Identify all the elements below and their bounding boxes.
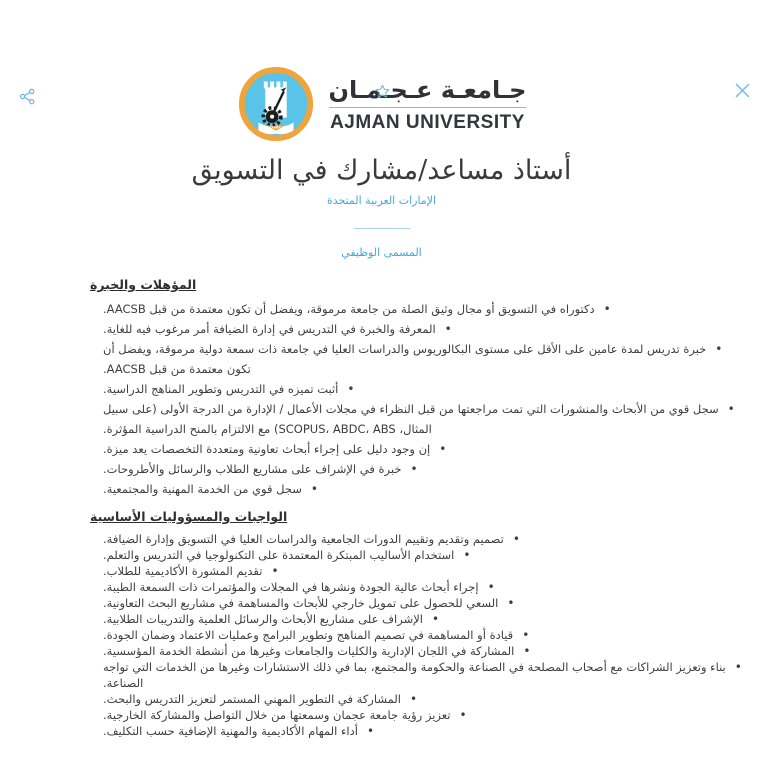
list-item bbox=[103, 547, 747, 563]
bullet-icon: • bbox=[522, 628, 530, 642]
list-item bbox=[103, 319, 747, 339]
university-logo bbox=[0, 64, 763, 144]
bullet-icon: • bbox=[410, 462, 418, 476]
job-description bbox=[0, 277, 763, 739]
list-item bbox=[103, 563, 747, 579]
bullet-icon: • bbox=[439, 442, 447, 456]
list-item-text: خبرة في الإشراف على مشاريع الطلاب والرسائل والأطروحات. bbox=[103, 462, 402, 476]
list-item-text: أداء المهام الأكاديمية والمهنية الإضافية حسب التكليف. bbox=[103, 724, 358, 738]
favorite-button[interactable] bbox=[374, 83, 391, 100]
list-item bbox=[103, 299, 747, 319]
list-item bbox=[103, 579, 747, 595]
list-item-text: قيادة أو المساهمة في تصميم المناهج وتطوير البرامج وعمليات الاعتماد وضمان الجودة. bbox=[103, 628, 514, 642]
logo-english-wordmark: AJMAN UNIVERSITY bbox=[330, 111, 525, 133]
list-item bbox=[103, 531, 747, 547]
list-item bbox=[103, 479, 747, 499]
job-posting-page bbox=[0, 64, 763, 761]
list-item bbox=[103, 459, 747, 479]
share-icon bbox=[19, 88, 36, 105]
section-heading-duties: الواجبات والمسؤوليات الأساسية bbox=[90, 509, 288, 524]
list-item-text: الإشراف على مشاريع الأبحاث والرسائل العلمية والتدريبات الطلابية. bbox=[103, 612, 423, 626]
bullet-icon: • bbox=[347, 382, 355, 396]
bullet-icon: • bbox=[409, 692, 418, 706]
bullet-icon: • bbox=[715, 342, 723, 356]
bullet-icon: • bbox=[271, 564, 279, 578]
job-title-link[interactable]: المسمى الوظيفي bbox=[341, 246, 422, 259]
university-logo-emblem bbox=[237, 65, 315, 143]
share-button[interactable] bbox=[19, 88, 36, 105]
bullet-icon: • bbox=[487, 580, 495, 594]
list-item bbox=[103, 399, 747, 439]
bullet-icon: • bbox=[507, 596, 515, 610]
bullet-icon: • bbox=[310, 482, 318, 496]
logo-divider-line bbox=[329, 107, 527, 108]
section-divider bbox=[354, 228, 410, 229]
list-item-text: سجل قوي من الأبحاث والمنشورات التي تمت مراجعتها من قبل النظراء في مجلات الأعمال / الإدارة من الدرجة الأولى (على سبيل المثال، SCOPUS، ABDC، ABS) مع الالتزام بالمنح الدراسية المؤثرة. bbox=[103, 402, 719, 436]
list-item bbox=[103, 439, 747, 459]
bullet-icon: • bbox=[523, 644, 531, 658]
list-item bbox=[103, 611, 747, 627]
list-item bbox=[103, 643, 747, 659]
bullet-icon: • bbox=[734, 660, 742, 674]
list-item-text: إن وجود دليل على إجراء أبحاث تعاونية ومتعددة التخصصات يعد ميزة. bbox=[103, 442, 431, 456]
list-item-text: دكتوراه في التسويق أو مجال وثيق الصلة من جامعة مرموقة، ويفضل أن تكون معتمدة من قبل AACSB. bbox=[103, 302, 595, 316]
bullet-icon: • bbox=[727, 402, 735, 416]
list-item-text: بناء وتعزيز الشراكات مع أصحاب المصلحة في الصناعة والحكومة والمجتمع، بما في ذلك الاستشارات وغيرها من الخدمات التي تواجه الصناعة. bbox=[103, 660, 726, 690]
list-item-text: إجراء أبحاث عالية الجودة ونشرها في المجلات والمؤتمرات ذات السمعة الطيبة. bbox=[103, 580, 479, 594]
star-icon bbox=[374, 83, 391, 100]
close-icon bbox=[735, 83, 750, 98]
section-heading-qualifications: المؤهلات والخبرة bbox=[90, 277, 197, 292]
list-item-text: أثبت تميزه في التدريس وتطوير المناهج الدراسية. bbox=[103, 382, 339, 396]
list-item-text: خبرة تدريس لمدة عامين على الأقل على مستوى البكالوريوس والدراسات العليا في جامعة ذات سمعة دولية مرموقة، ويفضل أن تكون معتمدة من قبل AACSB. bbox=[103, 342, 707, 376]
page-title: أستاذ مساعد/مشارك في التسويق bbox=[191, 155, 572, 186]
list-item bbox=[103, 723, 747, 739]
list-item bbox=[103, 379, 747, 399]
list-item bbox=[103, 339, 747, 379]
bullet-icon: • bbox=[512, 532, 520, 546]
list-item-text: استخدام الأساليب المبتكرة المعتمدة على التكنولوجيا في التدريس والتعلم. bbox=[103, 548, 455, 562]
location-text: الإمارات العربية المتحدة bbox=[326, 194, 437, 207]
bullet-icon: • bbox=[603, 302, 611, 316]
list-item-text: سجل قوي من الخدمة المهنية والمجتمعية. bbox=[103, 482, 302, 496]
bullet-icon: • bbox=[444, 322, 452, 336]
bullet-icon: • bbox=[431, 612, 440, 626]
list-item-text: المشاركة في اللجان الإدارية والكليات والجامعات وغيرها من أنشطة الخدمة المؤسسية. bbox=[103, 644, 515, 658]
list-item bbox=[103, 691, 747, 707]
bullet-icon: • bbox=[366, 724, 375, 738]
list-item bbox=[103, 707, 747, 723]
bullet-icon: • bbox=[459, 708, 467, 722]
duties-list bbox=[103, 531, 747, 739]
list-item bbox=[103, 659, 747, 691]
bullet-icon: • bbox=[463, 548, 471, 562]
list-item-text: تعزيز رؤية جامعة عجمان وسمعتها من خلال التواصل والمشاركة الخارجية. bbox=[103, 708, 451, 722]
qualifications-list bbox=[103, 299, 747, 499]
logo-arabic-wordmark: جـامعـة عـجـمـان bbox=[328, 75, 527, 104]
close-button[interactable] bbox=[735, 83, 750, 98]
list-item bbox=[103, 595, 747, 611]
list-item bbox=[103, 627, 747, 643]
list-item-text: السعي للحصول على تمويل خارجي للأبحاث والمساهمة في مشاريع البحث التعاونية. bbox=[103, 596, 499, 610]
list-item-text: المعرفة والخبرة في التدريس في إدارة الضيافة أمر مرغوب فيه للغاية. bbox=[103, 322, 436, 336]
list-item-text: تقديم المشورة الأكاديمية للطلاب. bbox=[103, 564, 263, 578]
list-item-text: تصميم وتقديم وتقييم الدورات الجامعية والدراسات العليا في التسويق وإدارة الضيافة. bbox=[103, 532, 504, 546]
list-item-text: المشاركة في التطوير المهني المستمر لتعزيز التدريس والبحث. bbox=[103, 692, 401, 706]
